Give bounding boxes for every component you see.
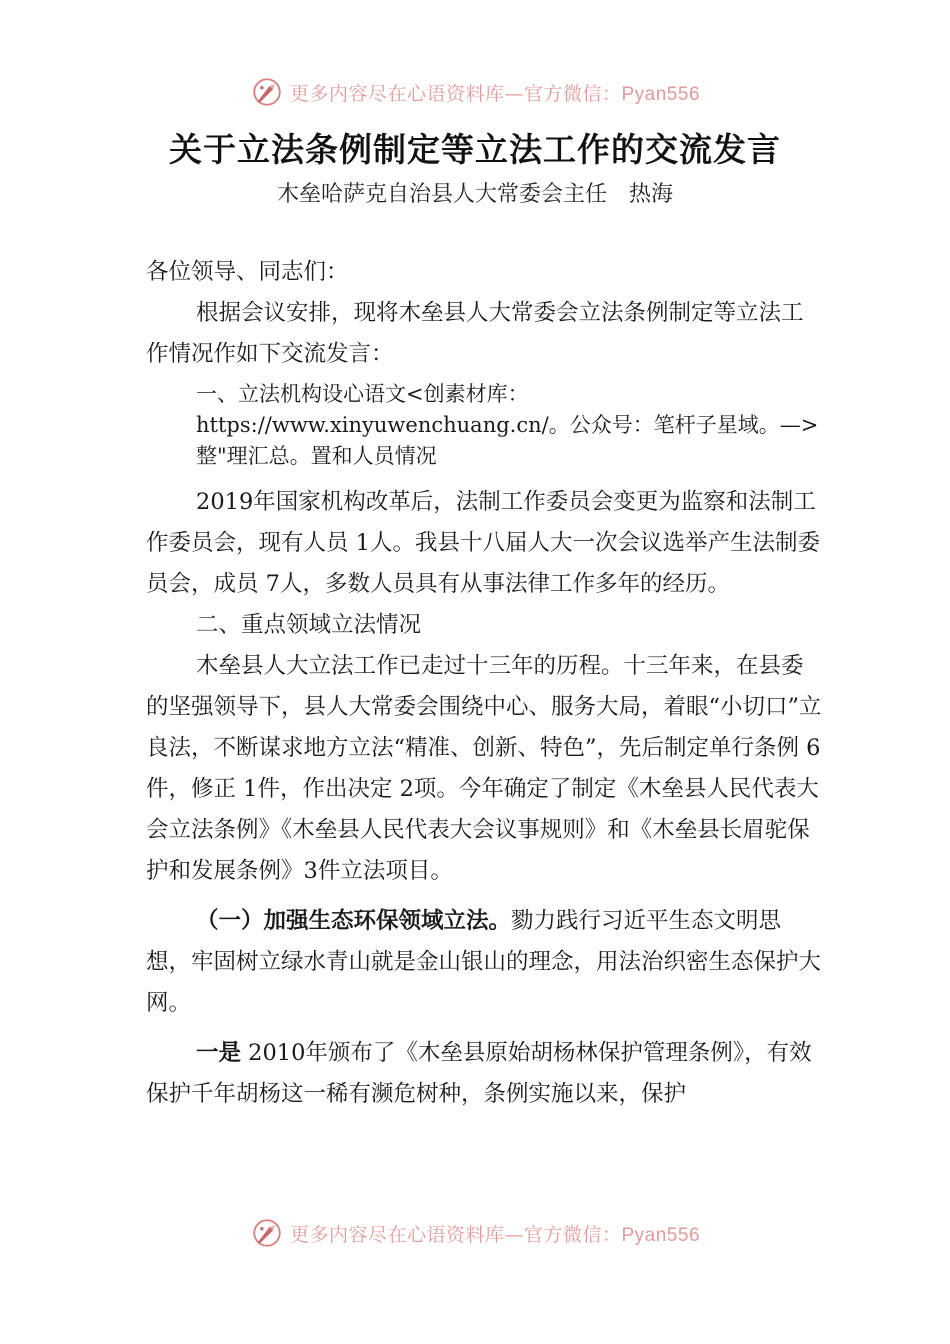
document-body xyxy=(146,252,822,1115)
item1-label: 一是 xyxy=(196,1040,242,1065)
section2-heading: 二、重点领域立法情况 xyxy=(196,612,422,638)
document-title: 关于立法条例制定等立法工作的交流发言 xyxy=(169,130,781,169)
subsection1-text: 勠力践行习近平生态文明思想，牢固树立绿水青山就是金山银山的理念，用法治织密生态保护大网。 xyxy=(146,908,822,1016)
watermark-footer xyxy=(0,1213,950,1253)
watermark-wechat-id: Pyan556 xyxy=(621,1224,701,1246)
intro-paragraph: 根据会议安排，现将木垒县人大常委会立法条例制定等立法工作情况作如下交流发言： xyxy=(146,300,804,367)
salutation: 各位领导、同志们： xyxy=(146,259,349,285)
watermark-text: 更多内容尽在心语资料库—官方微信： xyxy=(289,82,622,105)
subsection1-paragraph xyxy=(146,900,822,1024)
pen-nib-logo-icon xyxy=(250,1216,284,1250)
document-subtitle: 木垒哈萨克自治县人大常委会主任 热海 xyxy=(276,182,673,207)
section1-paragraph: 2019年国家机构改革后，法制工作委员会变更为监察和法制工作委员会，现有人员 1人。我县十八届人大一次会议选举产生法制委员会，成员 7人，多数人员具有从事法律工作多年的经历。 xyxy=(146,489,820,597)
section1-heading: 一、立法机构设心语文<创素材库：https://www.xinyuwenchuang.cn/。公众号：笔杆子星域。—>整"理汇总。置和人员情况 xyxy=(196,382,819,468)
section2-paragraph: 木垒县人大立法工作已走过十三年的历程。十三年来，在县委的坚强领导下，县人大常委会围绕中心、服务大局，着眼“小切口”立良法，不断谋求地方立法“精准、创新、特色”，先后制定单行条例 6件，修正 1件，作出决定 2项。今年确定了制定《木垒县人民代表大会立法条例》《木垒县人民代表大会议事规则》和《木垒县长眉驼保护和发展条例》3件立法项目。 xyxy=(146,653,822,884)
item1-text: 2010年颁布了《木垒县原始胡杨林保护管理条例》，有效保护千年胡杨这一稀有濒危树种，条例实施以来，保护 xyxy=(146,1040,812,1107)
subsection1-heading: （一）加强生态环保领域立法。 xyxy=(196,908,512,933)
pen-nib-logo-icon xyxy=(250,75,284,109)
watermark-text: 更多内容尽在心语资料库—官方微信： xyxy=(289,1223,622,1246)
watermark-header xyxy=(0,72,950,112)
watermark-wechat-id: Pyan556 xyxy=(621,83,701,105)
item1-paragraph xyxy=(146,1032,822,1115)
